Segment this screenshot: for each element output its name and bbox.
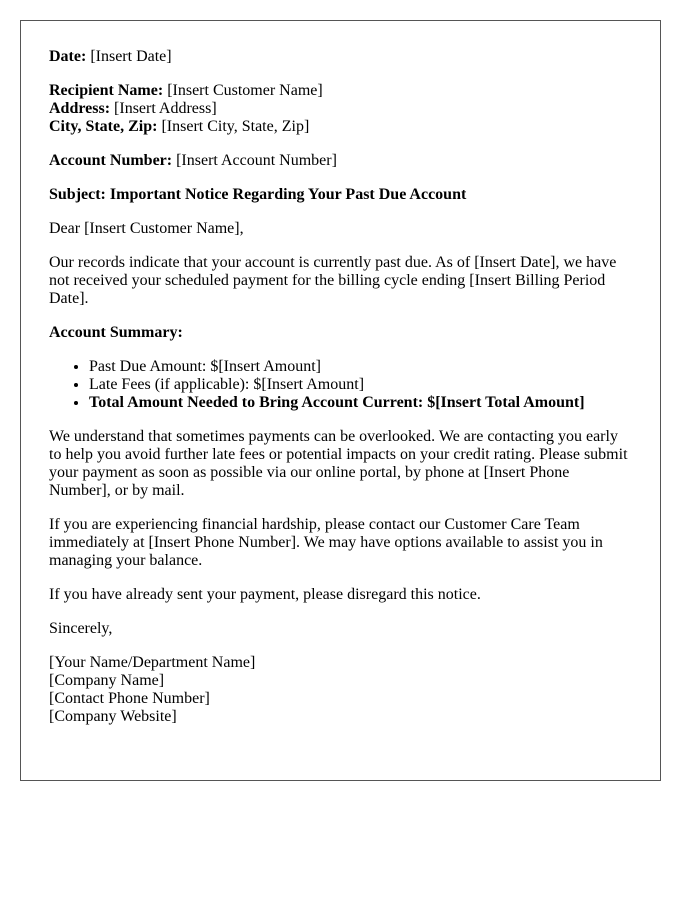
recipient-value: [Insert Customer Name] — [163, 82, 323, 99]
signature-website: [Company Website] — [49, 708, 177, 725]
signature-phone: [Contact Phone Number] — [49, 690, 210, 707]
signature-block — [49, 654, 632, 726]
paragraph-disregard: If you have already sent your payment, please disregard this notice. — [49, 586, 481, 603]
recipient-label: Recipient Name: — [49, 82, 164, 99]
valediction: Sincerely, — [49, 620, 113, 637]
recipient-block — [49, 82, 632, 136]
date-label: Date: — [49, 48, 87, 65]
subject-line: Subject: Important Notice Regarding Your Past Due Account — [49, 186, 467, 203]
date-line — [49, 48, 632, 66]
summary-item-total: • Total Amount Needed to Bring Account Current: $[Insert Total Amount] — [89, 394, 632, 412]
summary-item-past-due: • Past Due Amount: $[Insert Amount] — [89, 358, 632, 376]
paragraph-hardship: If you are experiencing financial hardship, please contact our Customer Care Team immediately at [Insert Phone Number]. We may have options available to assist you in managing your balance. — [49, 516, 603, 569]
signature-name: [Your Name/Department Name] — [49, 654, 256, 671]
account-label: Account Number: — [49, 152, 173, 169]
summary-heading: Account Summary: — [49, 324, 183, 341]
date-value: [Insert Date] — [86, 48, 172, 65]
signature-company: [Company Name] — [49, 672, 165, 689]
address-label: Address: — [49, 100, 111, 117]
account-line — [49, 152, 632, 170]
account-value: [Insert Account Number] — [172, 152, 337, 169]
address-value: [Insert Address] — [110, 100, 217, 117]
summary-item-late-fees: • Late Fees (if applicable): $[Insert Amount] — [89, 376, 632, 394]
letter-document — [20, 20, 661, 781]
paragraph-intro: Our records indicate that your account is currently past due. As of [Insert Date], we have not received your scheduled payment for the billing cycle ending [Insert Billing Period Date]. — [49, 254, 617, 307]
salutation: Dear [Insert Customer Name], — [49, 220, 244, 237]
paragraph-payment: We understand that sometimes payments can be overlooked. We are contacting you early to help you avoid further late fees or potential impacts on your credit rating. Please submit your payment as soon as possible via our online portal, by phone at [Insert Phone Number], or by mail. — [49, 428, 628, 499]
city-label: City, State, Zip: — [49, 118, 158, 135]
city-value: [Insert City, State, Zip] — [157, 118, 310, 135]
summary-list — [49, 358, 632, 412]
